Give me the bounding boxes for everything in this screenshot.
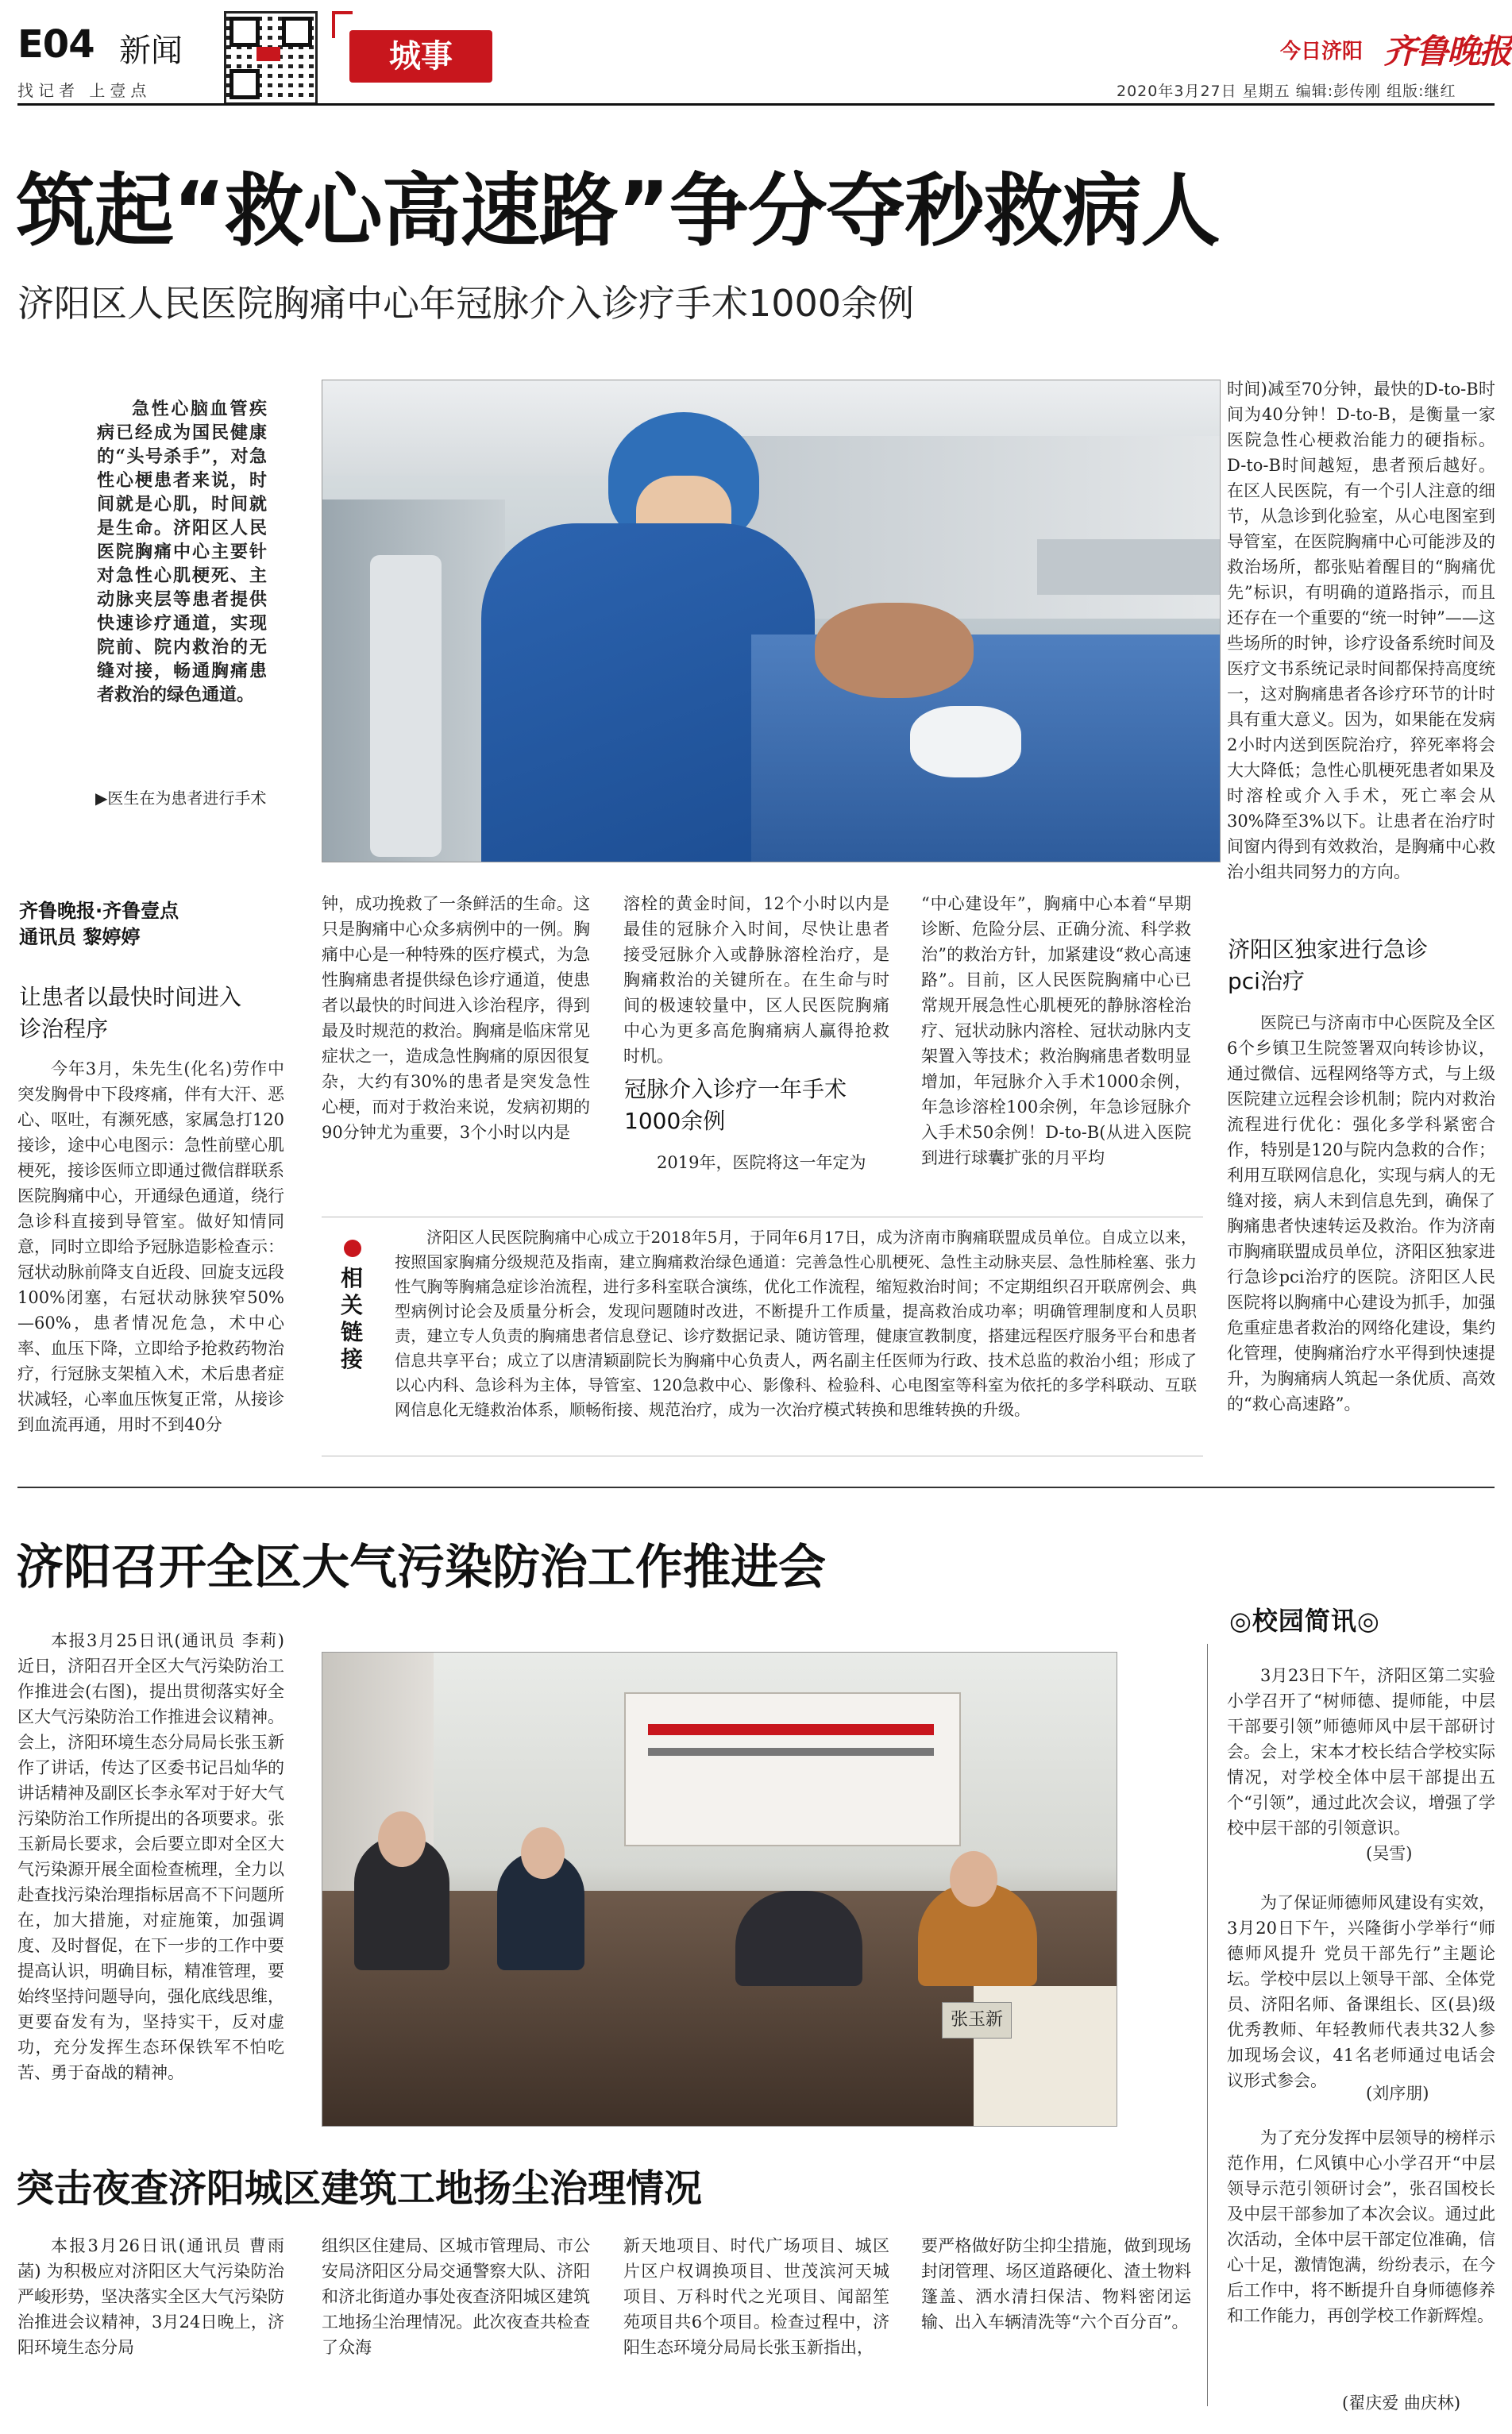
story3-title: 突击夜查济阳城区建筑工地扬尘治理情况 [16, 2166, 703, 2211]
subhead-3: 济阳区独家进行急诊pci治疗 [1228, 936, 1429, 994]
story1-col4: “中心建设年”，胸痛中心本着“早期诊断、危险分层、正确分流、科学救治”的救治方针，加紧建设“救心高速路”。目前，区人民医院胸痛中心已常规开展急性心肌梗死的静脉溶栓治疗、冠状动脉内溶栓、冠状动脉内支架置入等技术；救治胸痛患者数明显增加，年冠脉介入手术1000余例，年急诊溶栓100余例，年急诊冠脉介入手术50余例！D-to-B(从进入医院到进行球囊扩张的月平均 [921, 894, 1191, 1167]
today-label: 今日济阳 [1280, 40, 1364, 64]
meeting-photo [322, 1652, 1117, 2127]
campus-brief-3: 为了充分发挥中层领导的榜样示范作用，仁风镇中心小学召开“中层领导示范引领研讨会”，张召国校长及中层干部参加了本次会议。通过此次活动，全体中层干部定位准确，信心十足，激情饱满，纷纷表示，在今后工作中，将不断提升自身师德修养和工作能力，再创学校工作新辉煌。 [1227, 2128, 1495, 2325]
column-tag: 城事 [349, 30, 492, 83]
related-text: 济阳区人民医院胸痛中心成立于2018年5月，于同年6月17日，成为济南市胸痛联盟成员单位。自成立以来，按照国家胸痛分级规范及指南，建立胸痛救治绿色通道：完善急性心肌梗死、急性主动脉夹层、急性肺栓塞、张力性气胸等胸痛急症诊治流程，进行多科室联合演练，优化工作流程，缩短救治时间；不定期组织召开联席例会、典型病例讨论会及质量分析会，发现问题随时改进，不断提升工作质量，提高救治成功率；明确管理制度和人员职责，建立专人负责的胸痛患者信息登记、诊疗数据记录、随访管理，健康宣教制度，搭建远程医疗服务平台和患者信息共享平台；成立了以唐清颖副院长为胸痛中心负责人，两名副主任医师为行政、技术总监的救治小组；形成了以心内科、急诊科为主体，导管室、120急救中心、影像科、检验科、心电图室等科室为依托的多学科联动、互联网信息化无缝救治体系，顺畅衔接、规范治疗，成为一次治疗模式转换和思维转换的升级。 [395, 1228, 1197, 1419]
story1-col1: 今年3月，朱先生(化名)劳作中突发胸骨中下段疼痛，伴有大汗、恶心、呕吐，有濒死感，家属急打120接诊，途中心电图示：急性前壁心肌梗死，接诊医师立即通过微信群联系医院胸痛中心，开通绿色通道，绕行急诊科直接到导管室。做好知情同意，同时立即给予冠脉造影检查示：冠状动脉前降支自近段、回旋支远段100%闭塞，右冠状动脉狭窄50%—60%，患者情况危急，术中心率、血压下降，立即给予抢救药物治疗，行冠脉支架植入术，术后患者症状减轻，心率血压恢复正常，从接诊到血流再通，用时不到40分 [17, 1059, 284, 1434]
story3-col4: 要严格做好防尘抑尘措施，做到现场封闭管理、场区道路硬化、渣土物料篷盖、洒水清扫保洁、物料密闭运输、出入车辆清洗等“六个百分百”。 [921, 2236, 1191, 2332]
section-divider [17, 1487, 1495, 1488]
qr-code-icon[interactable] [224, 11, 318, 105]
campus-brief-1: 3月23日下午，济阳区第二实验小学召开了“树师德、提师能，中层干部要引领”师德师风中层干部研讨会。会上，宋本才校长结合学校实际情况，对学校全体中层干部提出五个“引领”，通过此次会议，增强了学校中层干部的引领意识。 [1227, 1666, 1495, 1838]
paper-logo: 齐鲁晚报 [1383, 32, 1511, 71]
campus-brief-2: 为了保证师德师风建设有实效，3月20日下午，兴隆街小学举行“师德师风提升 党员干部先行”主题论坛。学校中层以上领导干部、全体党员、济阳名师、备课组长、区(县)级优秀教师、年轻教师代表共32人参加现场会议，41名老师通过电话会议形式参会。 [1227, 1893, 1495, 2090]
story1-title: 筑起“救心高速路”争分夺秒救病人 [16, 164, 1220, 257]
story1-col5b: 医院已与济南市中心医院及全区6个乡镇卫生院签署双向转诊协议，通过微信、远程网络等方式，与上级医院建立远程会诊机制；院内对救治流程进行优化：强化多学科紧密合作，特别是120与院内急救的合作；利用互联网信息化，实现与病人的无缝对接，病人未到信息先到，确保了胸痛患者快速转运及救治。作为济南市胸痛联盟成员单位，济阳区独家进行急诊pci治疗的医院。济阳区人民医院将以胸痛中心建设为抓手，加强危重症患者救治的网络化建设，集约化管理，使胸痛治疗水平得到快速提升，为胸痛病人筑起一条优质、高效的“救心高速路”。 [1227, 1013, 1495, 1414]
story1-lead: 急性心脑血管疾病已经成为国民健康的“头号杀手”，对急性心梗患者来说，时间就是心肌，时间就是生命。济阳区人民医院胸痛中心主要针对急性心肌梗死、主动脉夹层等患者提供快速诊疗通道，实现院前、院内救治的无缝对接，畅通胸痛患者救治的绿色通道。 [97, 399, 267, 705]
related-dot-icon [344, 1240, 361, 1257]
campus-brief-2-author: (刘序朋) [1366, 2084, 1429, 2103]
campus-brief-1-author: (吴雪) [1366, 1844, 1413, 1863]
story1-col3b: 2019年，医院将这一年定为 [657, 1153, 866, 1172]
story1-col3a: 溶栓的黄金时间，12个小时以内是最佳的冠脉介入时间，尽快让患者接受冠脉介入或静脉溶栓治疗，是胸痛救治的关键所在。在生命与时间的极速较量中，区人民医院胸痛中心为更多高危胸痛病人赢得抢救时机。 [623, 894, 889, 1066]
header-rule [17, 103, 1495, 106]
related-label: 相关链接 [341, 1265, 364, 1372]
campus-divider [1207, 1644, 1208, 2406]
subhead-1: 让患者以最快时间进入诊治程序 [19, 984, 242, 1042]
page-number: E04 [17, 22, 94, 67]
byline-outlet: 齐鲁晚报·齐鲁壹点 [19, 900, 179, 922]
story3-col1: 本报3月26日讯(通讯员 曹雨菡) 为积极应对济阳区大气污染防治严峻形势，坚决落实全区大气污染防治推进会议精神，3月24日晚上，济阳环境生态分局 [17, 2236, 284, 2357]
story1-col5a: 时间)减至70分钟，最快的D-to-B时间为40分钟！D-to-B，是衡量一家医院急性心梗救治能力的硬指标。D-to-B时间越短，患者预后越好。在区人民医院，有一个引人注意的细节，从急诊到化验室，从心电图室到导管室，在医院胸痛中心可能涉及的救治场所，都张贴着醒目的“胸痛优先”标识，有明确的道路指示，而且还存在一个重要的“统一时钟”——这些场所的时钟，诊疗设备系统时间及医疗文书系统记录时间都保持高度统一，这对胸痛患者各诊疗环节的计时具有重大意义。因为，如果能在发病2小时内送到医院治疗，猝死率将会大大降低；急性心肌梗死患者如果及时溶栓或介入手术，死亡率会从30%降至3%以下。让患者在治疗时间窗内得到有效救治，是胸痛中心救治小组共同努力的方向。 [1227, 380, 1495, 881]
campus-brief-3-author: (翟庆爱 曲庆林) [1342, 2393, 1461, 2413]
surgery-photo [322, 380, 1221, 862]
story1-col2: 钟，成功挽救了一条鲜活的生命。这只是胸痛中心众多病例中的一例。胸痛中心是一种特殊的医疗模式，为急性胸痛患者提供绿色诊疗通道，使患者以最快的时间进入诊治程序，得到最及时规范的救治。胸痛是临床常见症状之一，造成急性胸痛的原因很复杂，大约有30%的患者是突发急性心梗，而对于救治来说，发病初期的90分钟尤为重要，3个小时以内是 [322, 894, 590, 1142]
campus-header: ◎校园简讯◎ [1229, 1606, 1380, 1636]
story3-col2: 组织区住建局、区城市管理局、市公安局济阳区分局交通警察大队、济阳和济北街道办事处夜查济阳城区建筑工地扬尘治理情况。此次夜查共检查了众海 [322, 2236, 590, 2357]
story2-text: 本报3月25日讯(通讯员 李莉) 近日，济阳召开全区大气污染防治工作推进会(右图)，提出贯彻落实好全区大气污染防治工作推进会议精神。会上，济阳环境生态分局局长张玉新作了讲话，传达了区委书记吕灿华的讲话精神及副区长李永军对于好大气污染防治工作所提出的各项要求。张玉新局长要求，会后要立即对全区大气污染源开展全面检查梳理，全力以赴查找污染治理指标居高不下问题所在，加大措施，对症施策，加强调度、及时督促，在下一步的工作中要提高认识，明确目标，精准管理，要始终坚持问题导向，强化底线思维，更要奋发有为，坚持实干，反对虚功，充分发挥生态环保铁军不怕吃苦、勇于奋战的精神。 [17, 1631, 284, 2082]
slogan: 找记者 上壹点 [17, 81, 152, 100]
subhead-2: 冠脉介入诊疗一年手术1000余例 [624, 1076, 847, 1134]
related-links-box [322, 1217, 1203, 1456]
desk-name-card: 张玉新 [942, 2002, 1012, 2039]
header-meta: 2020年3月27日 星期五 编辑:彭传刚 组版:继红 [1117, 83, 1456, 100]
story3-col3: 新天地项目、时代广场项目、城区片区户权调换项目、世茂滨河天城项目、万科时代之光项目、闻韶笙苑项目共6个项目。检查过程中，济阳生态环境分局局长张玉新指出， [623, 2236, 889, 2357]
story1-subtitle: 济阳区人民医院胸痛中心年冠脉介入诊疗手术1000余例 [17, 282, 915, 325]
section-name: 新闻 [119, 33, 183, 69]
byline-author: 通讯员 黎婷婷 [19, 926, 141, 948]
story2-title: 济阳召开全区大气污染防治工作推进会 [16, 1540, 826, 1595]
photo-caption: ▶医生在为患者进行手术 [95, 789, 267, 808]
